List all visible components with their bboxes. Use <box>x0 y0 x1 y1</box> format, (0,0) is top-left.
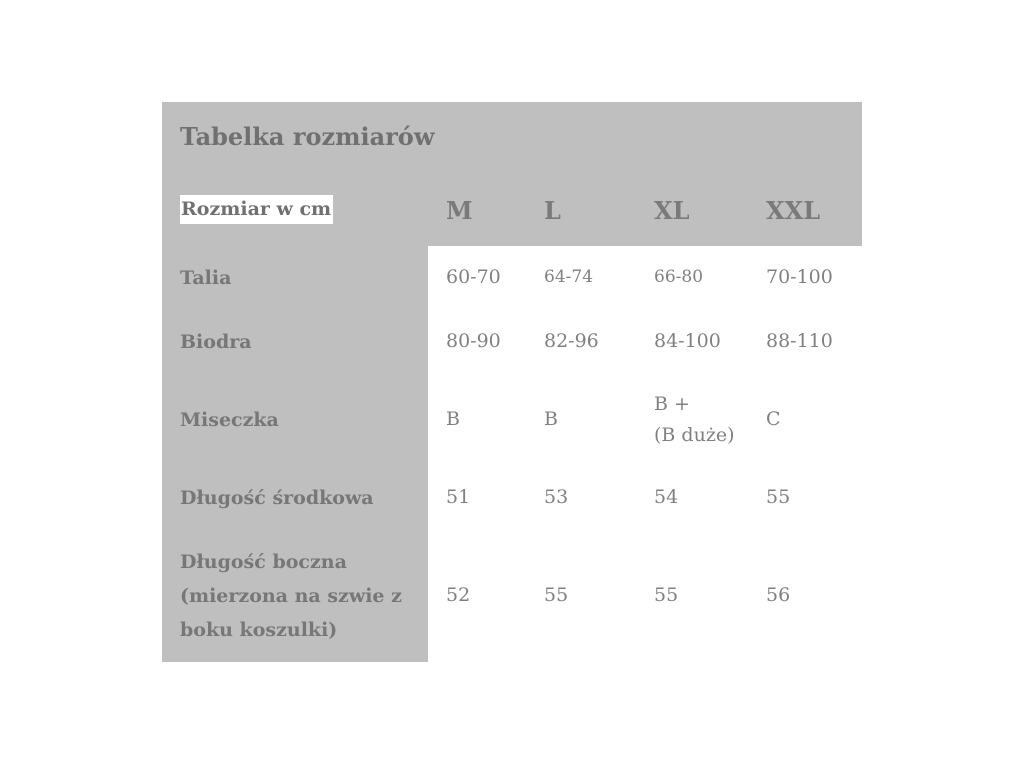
cell-dlugosc-boczna-xl: 55 <box>654 584 679 606</box>
column-header-xxl: XXL <box>766 196 821 225</box>
cell-biodra-xxl: 88-110 <box>766 330 833 352</box>
cell-biodra-m: 80-90 <box>446 330 501 352</box>
cell-miseczka-xxl: C <box>766 408 781 430</box>
cell-dlugosc-srodkowa-xl: 54 <box>654 486 679 508</box>
row-label-dlugosc-boczna: Długość boczna (mierzona na szwie z boku koszulki) <box>180 551 402 641</box>
column-header-l: L <box>544 196 561 225</box>
cell-biodra-xl: 84-100 <box>654 330 721 352</box>
cell-dlugosc-srodkowa-xxl: 55 <box>766 486 791 508</box>
cell-dlugosc-boczna-l: 55 <box>544 584 569 606</box>
column-header-xl: XL <box>654 196 690 225</box>
cell-dlugosc-boczna-m: 52 <box>446 584 471 606</box>
cell-talia-l: 64-74 <box>544 267 594 287</box>
corner-label-size-in-cm: Rozmiar w cm <box>180 195 333 224</box>
row-label-dlugosc-srodkowa: Długość środkowa <box>180 487 374 509</box>
size-chart-table <box>162 102 862 662</box>
cell-dlugosc-srodkowa-l: 53 <box>544 486 569 508</box>
row-label-biodra: Biodra <box>180 331 252 353</box>
cell-dlugosc-srodkowa-m: 51 <box>446 486 471 508</box>
cell-miseczka-xl: B + (B duże) <box>654 393 735 446</box>
cell-talia-m: 60-70 <box>446 266 501 288</box>
row-label-miseczka: Miseczka <box>180 409 279 431</box>
row-label-talia: Talia <box>180 267 232 289</box>
cell-talia-xxl: 70-100 <box>766 266 833 288</box>
cell-miseczka-l: B <box>544 408 558 430</box>
table-title: Tabelka rozmiarów <box>180 122 435 151</box>
cell-biodra-l: 82-96 <box>544 330 599 352</box>
column-header-m: M <box>446 196 473 225</box>
cell-dlugosc-boczna-xxl: 56 <box>766 584 791 606</box>
cell-talia-xl: 66-80 <box>654 267 704 287</box>
cell-miseczka-m: B <box>446 408 460 430</box>
